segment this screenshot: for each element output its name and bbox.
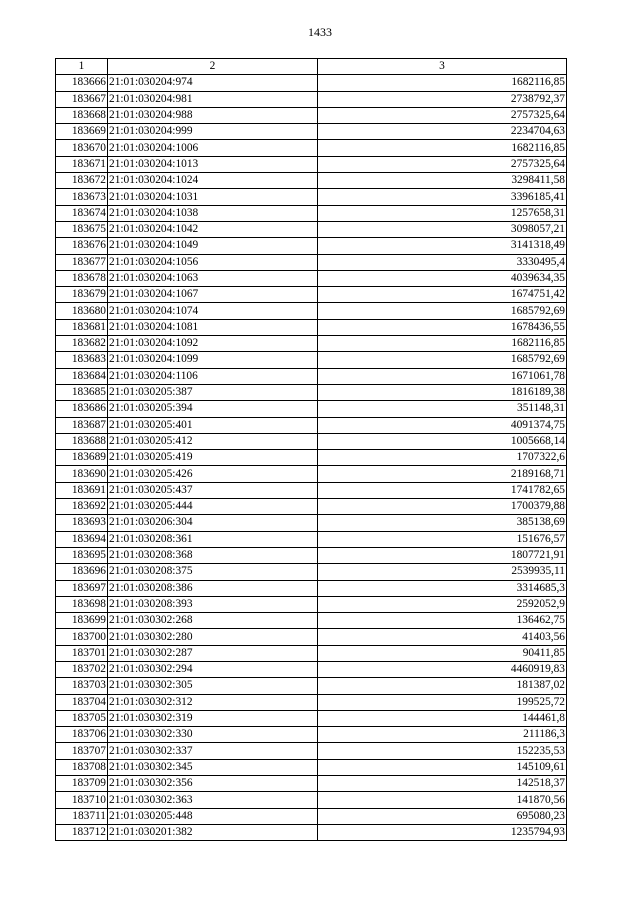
cadastral-number-cell: 21:01:030302:345 xyxy=(108,759,318,775)
row-number-cell: 183692 xyxy=(56,499,108,515)
value-cell: 142518,37 xyxy=(318,776,567,792)
cadastral-number-cell: 21:01:030208:368 xyxy=(108,547,318,563)
value-cell: 41403,56 xyxy=(318,629,567,645)
cadastral-number-cell: 21:01:030302:330 xyxy=(108,727,318,743)
cadastral-number-cell: 21:01:030201:382 xyxy=(108,824,318,840)
row-number-cell: 183689 xyxy=(56,450,108,466)
value-cell: 1741782,65 xyxy=(318,482,567,498)
cadastral-number-cell: 21:01:030205:412 xyxy=(108,433,318,449)
table-row xyxy=(56,776,567,792)
row-number-cell: 183701 xyxy=(56,645,108,661)
table-row xyxy=(56,352,567,368)
cadastral-number-cell: 21:01:030204:1074 xyxy=(108,303,318,319)
value-cell: 1685792,69 xyxy=(318,303,567,319)
value-cell: 3330495,4 xyxy=(318,254,567,270)
row-number-cell: 183668 xyxy=(56,107,108,123)
row-number-cell: 183684 xyxy=(56,368,108,384)
value-cell: 1807721,91 xyxy=(318,547,567,563)
table-row xyxy=(56,238,567,254)
cadastral-number-cell: 21:01:030205:401 xyxy=(108,417,318,433)
row-number-cell: 183675 xyxy=(56,221,108,237)
cadastral-number-cell: 21:01:030204:1063 xyxy=(108,270,318,286)
table-row xyxy=(56,596,567,612)
value-cell: 1682116,85 xyxy=(318,140,567,156)
row-number-cell: 183691 xyxy=(56,482,108,498)
table-row xyxy=(56,515,567,531)
cadastral-number-cell: 21:01:030302:319 xyxy=(108,710,318,726)
table-row xyxy=(56,482,567,498)
value-cell: 3396185,41 xyxy=(318,189,567,205)
value-cell: 1685792,69 xyxy=(318,352,567,368)
row-number-cell: 183696 xyxy=(56,564,108,580)
value-cell: 385138,69 xyxy=(318,515,567,531)
row-number-cell: 183697 xyxy=(56,580,108,596)
value-cell: 90411,85 xyxy=(318,645,567,661)
cadastral-number-cell: 21:01:030204:1056 xyxy=(108,254,318,270)
page-number: 1433 xyxy=(308,25,332,39)
value-cell: 2757325,64 xyxy=(318,156,567,172)
table-row xyxy=(56,401,567,417)
column-header-1: 1 xyxy=(56,59,108,75)
value-cell: 351148,31 xyxy=(318,401,567,417)
cadastral-number-cell: 21:01:030204:1006 xyxy=(108,140,318,156)
row-number-cell: 183687 xyxy=(56,417,108,433)
data-table xyxy=(55,58,567,841)
cadastral-number-cell: 21:01:030302:363 xyxy=(108,792,318,808)
value-cell: 199525,72 xyxy=(318,694,567,710)
cadastral-number-cell: 21:01:030302:312 xyxy=(108,694,318,710)
value-cell: 181387,02 xyxy=(318,678,567,694)
table-row xyxy=(56,205,567,221)
row-number-cell: 183678 xyxy=(56,270,108,286)
cadastral-number-cell: 21:01:030205:448 xyxy=(108,808,318,824)
header-row xyxy=(56,59,567,75)
cadastral-number-cell: 21:01:030204:1024 xyxy=(108,173,318,189)
table-row xyxy=(56,270,567,286)
table-row xyxy=(56,613,567,629)
value-cell: 4460919,83 xyxy=(318,661,567,677)
row-number-cell: 183667 xyxy=(56,91,108,107)
cadastral-number-cell: 21:01:030204:974 xyxy=(108,75,318,91)
cadastral-number-cell: 21:01:030204:999 xyxy=(108,124,318,140)
value-cell: 211186,3 xyxy=(318,727,567,743)
value-cell: 3298411,58 xyxy=(318,173,567,189)
row-number-cell: 183685 xyxy=(56,384,108,400)
table-row xyxy=(56,450,567,466)
row-number-cell: 183709 xyxy=(56,776,108,792)
cadastral-number-cell: 21:01:030204:1106 xyxy=(108,368,318,384)
cadastral-number-cell: 21:01:030204:1049 xyxy=(108,238,318,254)
value-cell: 1678436,55 xyxy=(318,319,567,335)
cadastral-number-cell: 21:01:030205:437 xyxy=(108,482,318,498)
table-row xyxy=(56,547,567,563)
row-number-cell: 183674 xyxy=(56,205,108,221)
value-cell: 151676,57 xyxy=(318,531,567,547)
cadastral-number-cell: 21:01:030302:356 xyxy=(108,776,318,792)
cadastral-number-cell: 21:01:030204:1042 xyxy=(108,221,318,237)
table-row xyxy=(56,629,567,645)
row-number-cell: 183710 xyxy=(56,792,108,808)
row-number-cell: 183708 xyxy=(56,759,108,775)
cadastral-number-cell: 21:01:030302:268 xyxy=(108,613,318,629)
value-cell: 1671061,78 xyxy=(318,368,567,384)
value-cell: 2234704,63 xyxy=(318,124,567,140)
value-cell: 2592052,9 xyxy=(318,596,567,612)
table-row xyxy=(56,661,567,677)
cadastral-number-cell: 21:01:030302:294 xyxy=(108,661,318,677)
row-number-cell: 183688 xyxy=(56,433,108,449)
cadastral-number-cell: 21:01:030302:280 xyxy=(108,629,318,645)
cadastral-number-cell: 21:01:030208:393 xyxy=(108,596,318,612)
table-row xyxy=(56,254,567,270)
table-row xyxy=(56,156,567,172)
cadastral-number-cell: 21:01:030302:287 xyxy=(108,645,318,661)
cadastral-number-cell: 21:01:030204:1099 xyxy=(108,352,318,368)
cadastral-number-cell: 21:01:030302:305 xyxy=(108,678,318,694)
row-number-cell: 183671 xyxy=(56,156,108,172)
value-cell: 1682116,85 xyxy=(318,75,567,91)
value-cell: 1005668,14 xyxy=(318,433,567,449)
row-number-cell: 183670 xyxy=(56,140,108,156)
value-cell: 2738792,37 xyxy=(318,91,567,107)
value-cell: 1700379,88 xyxy=(318,499,567,515)
row-number-cell: 183695 xyxy=(56,547,108,563)
value-cell: 1235794,93 xyxy=(318,824,567,840)
table-row xyxy=(56,336,567,352)
row-number-cell: 183690 xyxy=(56,466,108,482)
table-row xyxy=(56,727,567,743)
table-row xyxy=(56,173,567,189)
cadastral-number-cell: 21:01:030204:1067 xyxy=(108,287,318,303)
value-cell: 1682116,85 xyxy=(318,336,567,352)
cadastral-number-cell: 21:01:030204:1081 xyxy=(108,319,318,335)
row-number-cell: 183712 xyxy=(56,824,108,840)
table-row xyxy=(56,759,567,775)
cadastral-number-cell: 21:01:030205:419 xyxy=(108,450,318,466)
row-number-cell: 183673 xyxy=(56,189,108,205)
row-number-cell: 183669 xyxy=(56,124,108,140)
row-number-cell: 183707 xyxy=(56,743,108,759)
table-row xyxy=(56,91,567,107)
table-row xyxy=(56,75,567,91)
table-row xyxy=(56,303,567,319)
row-number-cell: 183699 xyxy=(56,613,108,629)
row-number-cell: 183711 xyxy=(56,808,108,824)
row-number-cell: 183704 xyxy=(56,694,108,710)
table-row xyxy=(56,433,567,449)
column-header-3: 3 xyxy=(318,59,567,75)
cadastral-number-cell: 21:01:030206:304 xyxy=(108,515,318,531)
cadastral-number-cell: 21:01:030205:444 xyxy=(108,499,318,515)
table-row xyxy=(56,368,567,384)
table-row xyxy=(56,808,567,824)
value-cell: 1674751,42 xyxy=(318,287,567,303)
row-number-cell: 183698 xyxy=(56,596,108,612)
cadastral-number-cell: 21:01:030204:1031 xyxy=(108,189,318,205)
row-number-cell: 183694 xyxy=(56,531,108,547)
value-cell: 3141318,49 xyxy=(318,238,567,254)
cadastral-number-cell: 21:01:030205:387 xyxy=(108,384,318,400)
table-row xyxy=(56,319,567,335)
value-cell: 145109,61 xyxy=(318,759,567,775)
table-row xyxy=(56,221,567,237)
row-number-cell: 183666 xyxy=(56,75,108,91)
cadastral-number-cell: 21:01:030204:981 xyxy=(108,91,318,107)
cadastral-number-cell: 21:01:030204:988 xyxy=(108,107,318,123)
table-row xyxy=(56,531,567,547)
cadastral-number-cell: 21:01:030204:1092 xyxy=(108,336,318,352)
table-row xyxy=(56,499,567,515)
value-cell: 2539935,11 xyxy=(318,564,567,580)
table-row xyxy=(56,678,567,694)
table-row xyxy=(56,417,567,433)
table-row xyxy=(56,107,567,123)
value-cell: 3314685,3 xyxy=(318,580,567,596)
row-number-cell: 183705 xyxy=(56,710,108,726)
value-cell: 152235,53 xyxy=(318,743,567,759)
table-row xyxy=(56,645,567,661)
cadastral-number-cell: 21:01:030205:394 xyxy=(108,401,318,417)
value-cell: 141870,56 xyxy=(318,792,567,808)
value-cell: 2189168,71 xyxy=(318,466,567,482)
table-row xyxy=(56,124,567,140)
row-number-cell: 183679 xyxy=(56,287,108,303)
value-cell: 1707322,6 xyxy=(318,450,567,466)
row-number-cell: 183677 xyxy=(56,254,108,270)
row-number-cell: 183686 xyxy=(56,401,108,417)
value-cell: 4039634,35 xyxy=(318,270,567,286)
row-number-cell: 183676 xyxy=(56,238,108,254)
row-number-cell: 183702 xyxy=(56,661,108,677)
table-row xyxy=(56,564,567,580)
cadastral-number-cell: 21:01:030205:426 xyxy=(108,466,318,482)
row-number-cell: 183672 xyxy=(56,173,108,189)
row-number-cell: 183693 xyxy=(56,515,108,531)
value-cell: 1816189,38 xyxy=(318,384,567,400)
value-cell: 695080,23 xyxy=(318,808,567,824)
table-row xyxy=(56,140,567,156)
value-cell: 136462,75 xyxy=(318,613,567,629)
value-cell: 1257658,31 xyxy=(318,205,567,221)
cadastral-number-cell: 21:01:030302:337 xyxy=(108,743,318,759)
row-number-cell: 183680 xyxy=(56,303,108,319)
table-row xyxy=(56,580,567,596)
row-number-cell: 183683 xyxy=(56,352,108,368)
table-row xyxy=(56,743,567,759)
cadastral-number-cell: 21:01:030204:1038 xyxy=(108,205,318,221)
row-number-cell: 183706 xyxy=(56,727,108,743)
cadastral-number-cell: 21:01:030208:375 xyxy=(108,564,318,580)
table-row xyxy=(56,694,567,710)
table-row xyxy=(56,792,567,808)
cadastral-number-cell: 21:01:030208:361 xyxy=(108,531,318,547)
cadastral-number-cell: 21:01:030208:386 xyxy=(108,580,318,596)
table-row xyxy=(56,824,567,840)
cadastral-number-cell: 21:01:030204:1013 xyxy=(108,156,318,172)
row-number-cell: 183700 xyxy=(56,629,108,645)
value-cell: 2757325,64 xyxy=(318,107,567,123)
table-body xyxy=(56,75,567,841)
value-cell: 3098057,21 xyxy=(318,221,567,237)
table-row xyxy=(56,384,567,400)
row-number-cell: 183703 xyxy=(56,678,108,694)
row-number-cell: 183681 xyxy=(56,319,108,335)
table-row xyxy=(56,189,567,205)
value-cell: 144461,8 xyxy=(318,710,567,726)
row-number-cell: 183682 xyxy=(56,336,108,352)
table-row xyxy=(56,287,567,303)
table-row xyxy=(56,466,567,482)
table-row xyxy=(56,710,567,726)
value-cell: 4091374,75 xyxy=(318,417,567,433)
column-header-2: 2 xyxy=(108,59,318,75)
